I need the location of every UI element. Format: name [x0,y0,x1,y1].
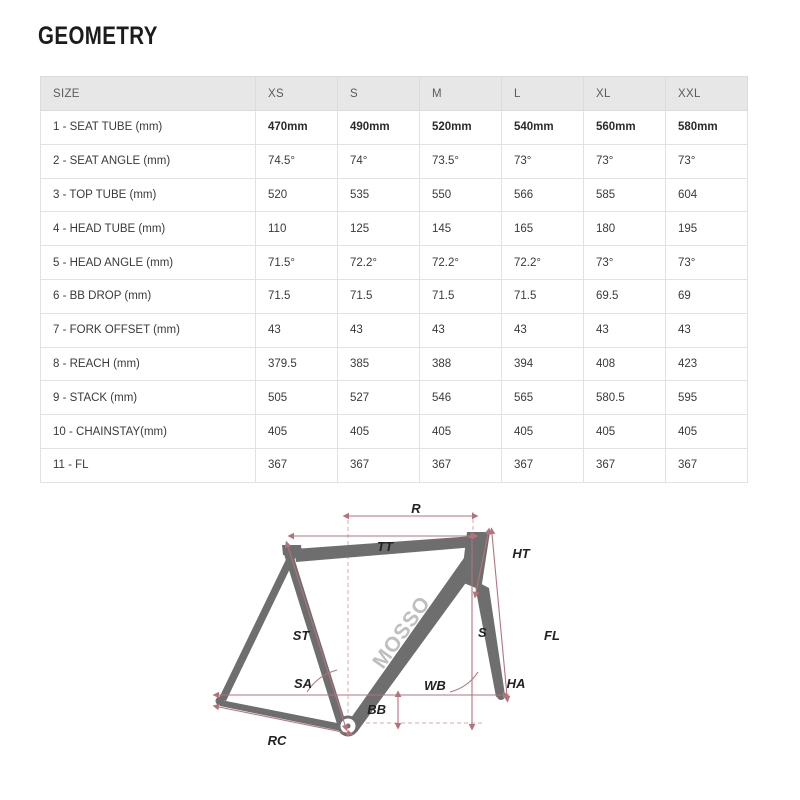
cell-l: 73° [502,144,584,178]
table-row [41,279,748,313]
geometry-table [40,76,748,483]
cell-xxl: 367 [666,448,748,482]
cell-s: 405 [338,415,420,449]
cell-s: 43 [338,313,420,347]
cell-xs: 43 [256,313,338,347]
cell-l: 43 [502,313,584,347]
row-label: 9 - STACK (mm) [41,381,256,415]
row-label: 4 - HEAD TUBE (mm) [41,212,256,246]
table-header [41,77,748,111]
cell-xs: 379.5 [256,347,338,381]
cell-l: 72.2° [502,246,584,280]
row-label: 6 - BB DROP (mm) [41,279,256,313]
column-header-s: S [338,77,420,111]
cell-m: 550 [420,178,502,212]
cell-xs: 367 [256,448,338,482]
label-rear-center: RC [267,733,287,748]
cell-xl: 408 [584,347,666,381]
row-label: 5 - HEAD ANGLE (mm) [41,246,256,280]
label-bb-drop: BB [367,702,386,717]
arc-head-angle [450,672,478,692]
cell-xxl: 405 [666,415,748,449]
table-row [41,212,748,246]
cell-xs: 110 [256,212,338,246]
column-header-xs: XS [256,77,338,111]
table-row [41,111,748,145]
cell-xs: 505 [256,381,338,415]
label-head-angle: HA [506,676,526,691]
cell-s: 385 [338,347,420,381]
cell-xl: 73° [584,144,666,178]
cell-s: 490mm [338,111,420,145]
column-header-xl: XL [584,77,666,111]
cell-s: 367 [338,448,420,482]
cell-l: 367 [502,448,584,482]
cell-m: 520mm [420,111,502,145]
cell-xl: 73° [584,246,666,280]
column-header-size: SIZE [41,77,256,111]
table-row [41,347,748,381]
table-row [41,144,748,178]
label-wheel-base: WB [424,678,446,693]
frame-tubes [216,532,506,735]
cell-m: 367 [420,448,502,482]
column-header-m: M [420,77,502,111]
frame-geometry-diagram [195,492,595,762]
cell-xl: 69.5 [584,279,666,313]
cell-xxl: 580mm [666,111,748,145]
row-label: 10 - CHAINSTAY(mm) [41,415,256,449]
cell-xxl: 73° [666,246,748,280]
cell-xl: 580.5 [584,381,666,415]
cell-xl: 367 [584,448,666,482]
cell-m: 71.5 [420,279,502,313]
cell-m: 43 [420,313,502,347]
table-header-row [41,77,748,111]
table-row [41,381,748,415]
cell-xxl: 195 [666,212,748,246]
page-title: GEOMETRY [38,22,158,50]
label-seat-angle: SA [293,676,313,691]
row-label: 1 - SEAT TUBE (mm) [41,111,256,145]
cell-s: 71.5 [338,279,420,313]
table-body [41,111,748,483]
brand-logo-text: MOSSO [368,591,436,673]
cell-s: 527 [338,381,420,415]
row-label: 2 - SEAT ANGLE (mm) [41,144,256,178]
cell-xl: 180 [584,212,666,246]
cell-xxl: 43 [666,313,748,347]
dim-line-rear-center [219,707,347,733]
cell-xxl: 595 [666,381,748,415]
cell-s: 535 [338,178,420,212]
label-fork-length: FL [544,628,560,643]
cell-xs: 520 [256,178,338,212]
cell-xs: 470mm [256,111,338,145]
cell-xs: 405 [256,415,338,449]
label-top-tube: TT [377,539,393,554]
row-label: 11 - FL [41,448,256,482]
cell-s: 125 [338,212,420,246]
table-row [41,313,748,347]
label-stack: S [478,625,487,640]
table-row [41,246,748,280]
row-label: 3 - TOP TUBE (mm) [41,178,256,212]
label-reach: R [411,501,421,516]
cell-s: 72.2° [338,246,420,280]
cell-xl: 560mm [584,111,666,145]
cell-m: 546 [420,381,502,415]
cell-l: 394 [502,347,584,381]
cell-xxl: 73° [666,144,748,178]
cell-l: 565 [502,381,584,415]
cell-l: 540mm [502,111,584,145]
cell-xs: 71.5° [256,246,338,280]
row-label: 7 - FORK OFFSET (mm) [41,313,256,347]
cell-xs: 74.5° [256,144,338,178]
cell-xl: 43 [584,313,666,347]
column-header-xxl: XXL [666,77,748,111]
cell-xs: 71.5 [256,279,338,313]
column-header-l: L [502,77,584,111]
cell-xl: 585 [584,178,666,212]
cell-l: 566 [502,178,584,212]
cell-m: 72.2° [420,246,502,280]
cell-m: 73.5° [420,144,502,178]
cell-l: 71.5 [502,279,584,313]
table-row [41,178,748,212]
cell-l: 405 [502,415,584,449]
cell-xxl: 604 [666,178,748,212]
cell-l: 165 [502,212,584,246]
cell-xl: 405 [584,415,666,449]
label-seat-tube: ST [292,628,310,643]
cell-m: 388 [420,347,502,381]
table-row [41,415,748,449]
cell-s: 74° [338,144,420,178]
cell-xxl: 69 [666,279,748,313]
cell-m: 405 [420,415,502,449]
row-label: 8 - REACH (mm) [41,347,256,381]
cell-xxl: 423 [666,347,748,381]
geometry-table-container [40,76,748,483]
table-row [41,448,748,482]
cell-m: 145 [420,212,502,246]
label-head-tube: HT [512,546,530,561]
